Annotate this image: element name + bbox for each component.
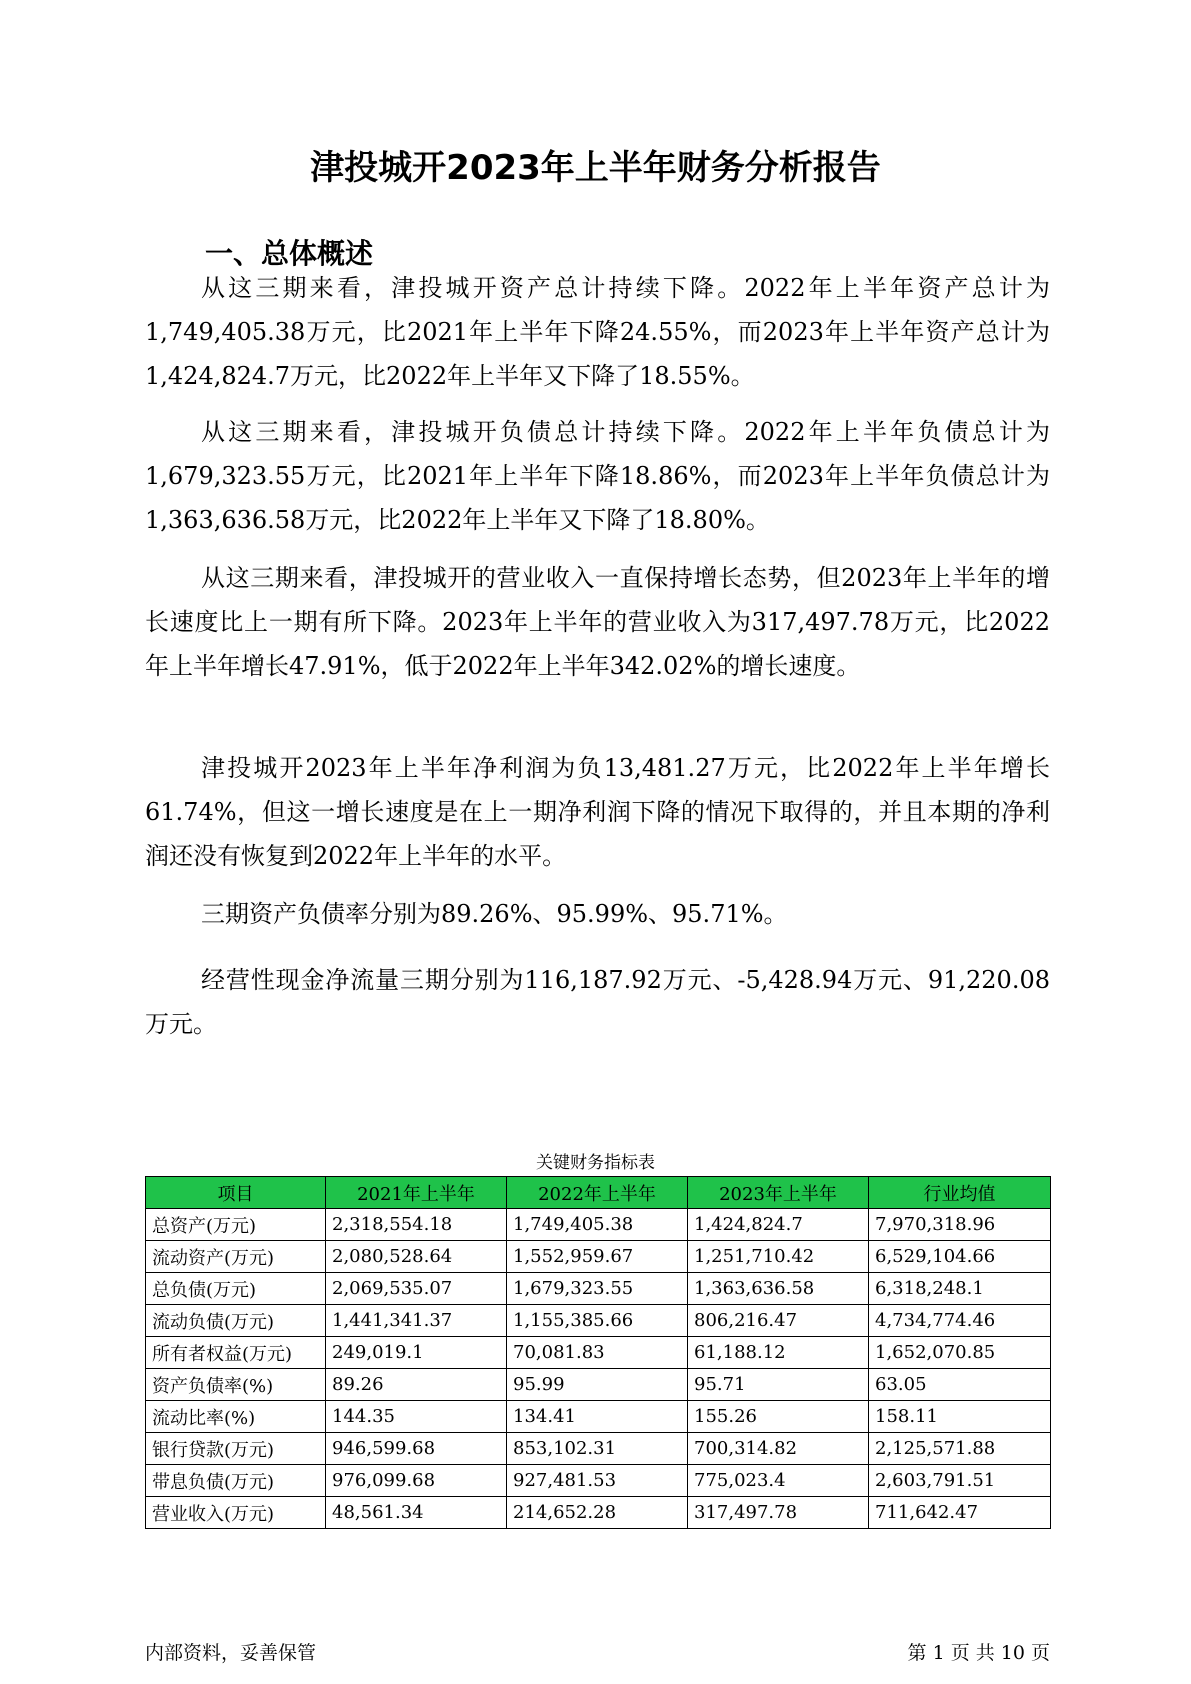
row-label: 总资产(万元)	[146, 1209, 326, 1241]
cell-value: 61,188.12	[688, 1337, 869, 1369]
cell-value: 2,318,554.18	[326, 1209, 507, 1241]
cell-value: 214,652.28	[507, 1497, 688, 1529]
cell-value: 806,216.47	[688, 1305, 869, 1337]
row-label: 营业收入(万元)	[146, 1497, 326, 1529]
cell-value: 1,441,341.37	[326, 1305, 507, 1337]
table-row	[146, 1369, 1051, 1401]
row-label: 银行贷款(万元)	[146, 1433, 326, 1465]
paragraph-assets: 从这三期来看，津投城开资产总计持续下降。2022年上半年资产总计为1,749,405.38万元，比2021年上半年下降24.55%，而2023年上半年资产总计为1,424,824.7万元，比2022年上半年又下降了18.55%。	[145, 274, 1050, 390]
paragraph-liabilities: 从这三期来看，津投城开负债总计持续下降。2022年上半年负债总计为1,679,323.55万元，比2021年上半年下降18.86%，而2023年上半年负债总计为1,363,636.58万元，比2022年上半年又下降了18.80%。	[145, 418, 1050, 534]
row-label: 所有者权益(万元)	[146, 1337, 326, 1369]
footer-page-number: 第 1 页 共 10 页	[907, 1642, 1050, 1664]
table-header-row	[146, 1177, 1051, 1209]
cell-value: 134.41	[507, 1401, 688, 1433]
header-item: 项目	[146, 1177, 326, 1209]
table-row	[146, 1401, 1051, 1433]
paragraph-cash-flow: 经营性现金净流量三期分别为116,187.92万元、-5,428.94万元、91,220.08万元。	[145, 966, 1050, 1038]
table-row	[146, 1433, 1051, 1465]
cell-value: 89.26	[326, 1369, 507, 1401]
paragraph-net-profit: 津投城开2023年上半年净利润为负13,481.27万元，比2022年上半年增长61.74%，但这一增长速度是在上一期净利润下降的情况下取得的，并且本期的净利润还没有恢复到2022年上半年的水平。	[145, 754, 1050, 870]
table-row	[146, 1465, 1051, 1497]
cell-value: 317,497.78	[688, 1497, 869, 1529]
table-row	[146, 1273, 1051, 1305]
cell-value: 2,080,528.64	[326, 1241, 507, 1273]
cell-value: 7,970,318.96	[869, 1209, 1051, 1241]
table-caption: 关键财务指标表	[536, 1153, 655, 1173]
header-2023h1: 2023年上半年	[688, 1177, 869, 1209]
cell-value: 946,599.68	[326, 1433, 507, 1465]
cell-value: 4,734,774.46	[869, 1305, 1051, 1337]
cell-value: 1,652,070.85	[869, 1337, 1051, 1369]
paragraph-revenue: 从这三期来看，津投城开的营业收入一直保持增长态势，但2023年上半年的增长速度比上一期有所下降。2023年上半年的营业收入为317,497.78万元，比2022年上半年增长47.91%，低于2022年上半年342.02%的增长速度。	[145, 564, 1050, 680]
row-label: 资产负债率(%)	[146, 1369, 326, 1401]
paragraph-debt-ratio: 三期资产负债率分别为89.26%、95.99%、95.71%。	[201, 900, 788, 928]
cell-value: 700,314.82	[688, 1433, 869, 1465]
row-label: 带息负债(万元)	[146, 1465, 326, 1497]
cell-value: 2,125,571.88	[869, 1433, 1051, 1465]
cell-value: 155.26	[688, 1401, 869, 1433]
cell-value: 775,023.4	[688, 1465, 869, 1497]
row-label: 流动比率(%)	[146, 1401, 326, 1433]
section-heading: 一、总体概述	[205, 237, 374, 270]
table-row	[146, 1337, 1051, 1369]
cell-value: 1,424,824.7	[688, 1209, 869, 1241]
key-financial-indicators-table	[145, 1176, 1051, 1529]
cell-value: 1,155,385.66	[507, 1305, 688, 1337]
table-row	[146, 1497, 1051, 1529]
cell-value: 1,749,405.38	[507, 1209, 688, 1241]
report-title: 津投城开2023年上半年财务分析报告	[310, 148, 881, 188]
cell-value: 853,102.31	[507, 1433, 688, 1465]
header-2021h1: 2021年上半年	[326, 1177, 507, 1209]
cell-value: 2,069,535.07	[326, 1273, 507, 1305]
table-row	[146, 1241, 1051, 1273]
cell-value: 144.35	[326, 1401, 507, 1433]
cell-value: 711,642.47	[869, 1497, 1051, 1529]
row-label: 流动资产(万元)	[146, 1241, 326, 1273]
cell-value: 70,081.83	[507, 1337, 688, 1369]
cell-value: 1,679,323.55	[507, 1273, 688, 1305]
cell-value: 1,251,710.42	[688, 1241, 869, 1273]
cell-value: 95.99	[507, 1369, 688, 1401]
table-row	[146, 1209, 1051, 1241]
cell-value: 927,481.53	[507, 1465, 688, 1497]
cell-value: 1,552,959.67	[507, 1241, 688, 1273]
table-row	[146, 1305, 1051, 1337]
cell-value: 6,529,104.66	[869, 1241, 1051, 1273]
cell-value: 249,019.1	[326, 1337, 507, 1369]
header-2022h1: 2022年上半年	[507, 1177, 688, 1209]
cell-value: 63.05	[869, 1369, 1051, 1401]
header-industry-avg: 行业均值	[869, 1177, 1051, 1209]
cell-value: 6,318,248.1	[869, 1273, 1051, 1305]
cell-value: 976,099.68	[326, 1465, 507, 1497]
cell-value: 2,603,791.51	[869, 1465, 1051, 1497]
footer-confidential-note: 内部资料，妥善保管	[145, 1642, 317, 1664]
cell-value: 95.71	[688, 1369, 869, 1401]
row-label: 总负债(万元)	[146, 1273, 326, 1305]
cell-value: 48,561.34	[326, 1497, 507, 1529]
cell-value: 158.11	[869, 1401, 1051, 1433]
row-label: 流动负债(万元)	[146, 1305, 326, 1337]
cell-value: 1,363,636.58	[688, 1273, 869, 1305]
